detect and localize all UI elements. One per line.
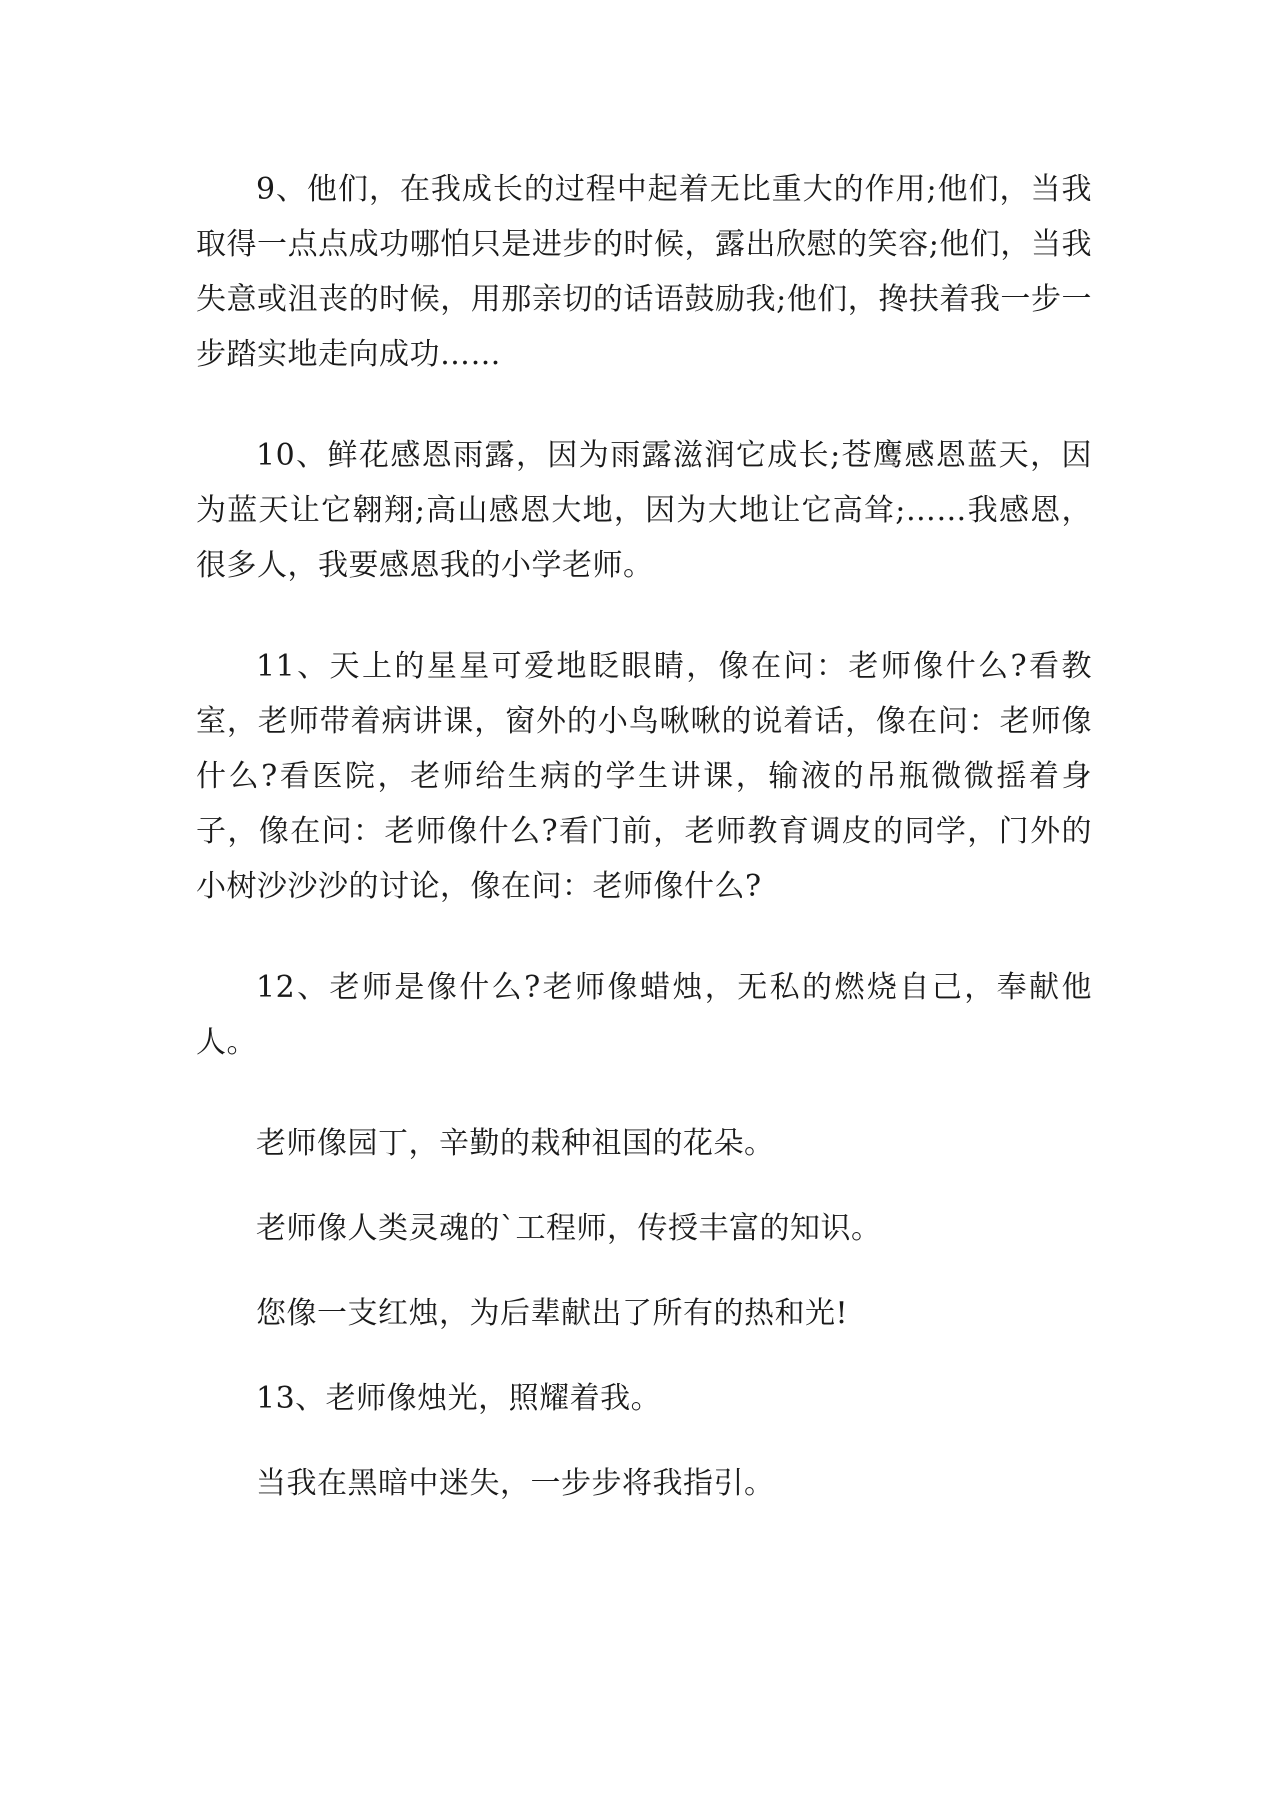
paragraph-11: 11、天上的星星可爱地眨眼睛，像在问：老师像什么?看教室，老师带着病讲课，窗外的小鸟啾啾的说着话，像在问：老师像什么?看医院，老师给生病的学生讲课，输液的吊瓶微微摇着身子，像在问：老师像什么?看门前，老师教育调皮的同学，门外的小树沙沙沙的讨论，像在问：老师像什么? — [196, 649, 1092, 904]
paragraph-guidance: 当我在黑暗中迷失，一步步将我指引。 — [256, 1466, 775, 1501]
paragraph-engineer: 老师像人类灵魂的`工程师，传授丰富的知识。 — [256, 1211, 882, 1246]
paragraph-red-candle: 您像一支红烛，为后辈献出了所有的热和光! — [256, 1296, 849, 1331]
paragraph-12: 12、老师是像什么?老师像蜡烛，无私的燃烧自己，奉献他人。 — [196, 970, 1092, 1060]
paragraph-13: 13、老师像烛光，照耀着我。 — [256, 1381, 662, 1416]
paragraph-9: 9、他们，在我成长的过程中起着无比重大的作用;他们，当我取得一点点成功哪怕只是进步的时候，露出欣慰的笑容;他们，当我失意或沮丧的时候，用那亲切的话语鼓励我;他们，搀扶着我一步一步踏实地走向成功…… — [196, 172, 1092, 372]
paragraph-gardener: 老师像园丁，辛勤的栽种祖国的花朵。 — [256, 1126, 775, 1161]
paragraph-10: 10、鲜花感恩雨露，因为雨露滋润它成长;苍鹰感恩蓝天，因为蓝天让它翱翔;高山感恩大地，因为大地让它高耸;……我感恩，很多人，我要感恩我的小学老师。 — [196, 438, 1092, 583]
document-body — [196, 162, 1092, 1541]
